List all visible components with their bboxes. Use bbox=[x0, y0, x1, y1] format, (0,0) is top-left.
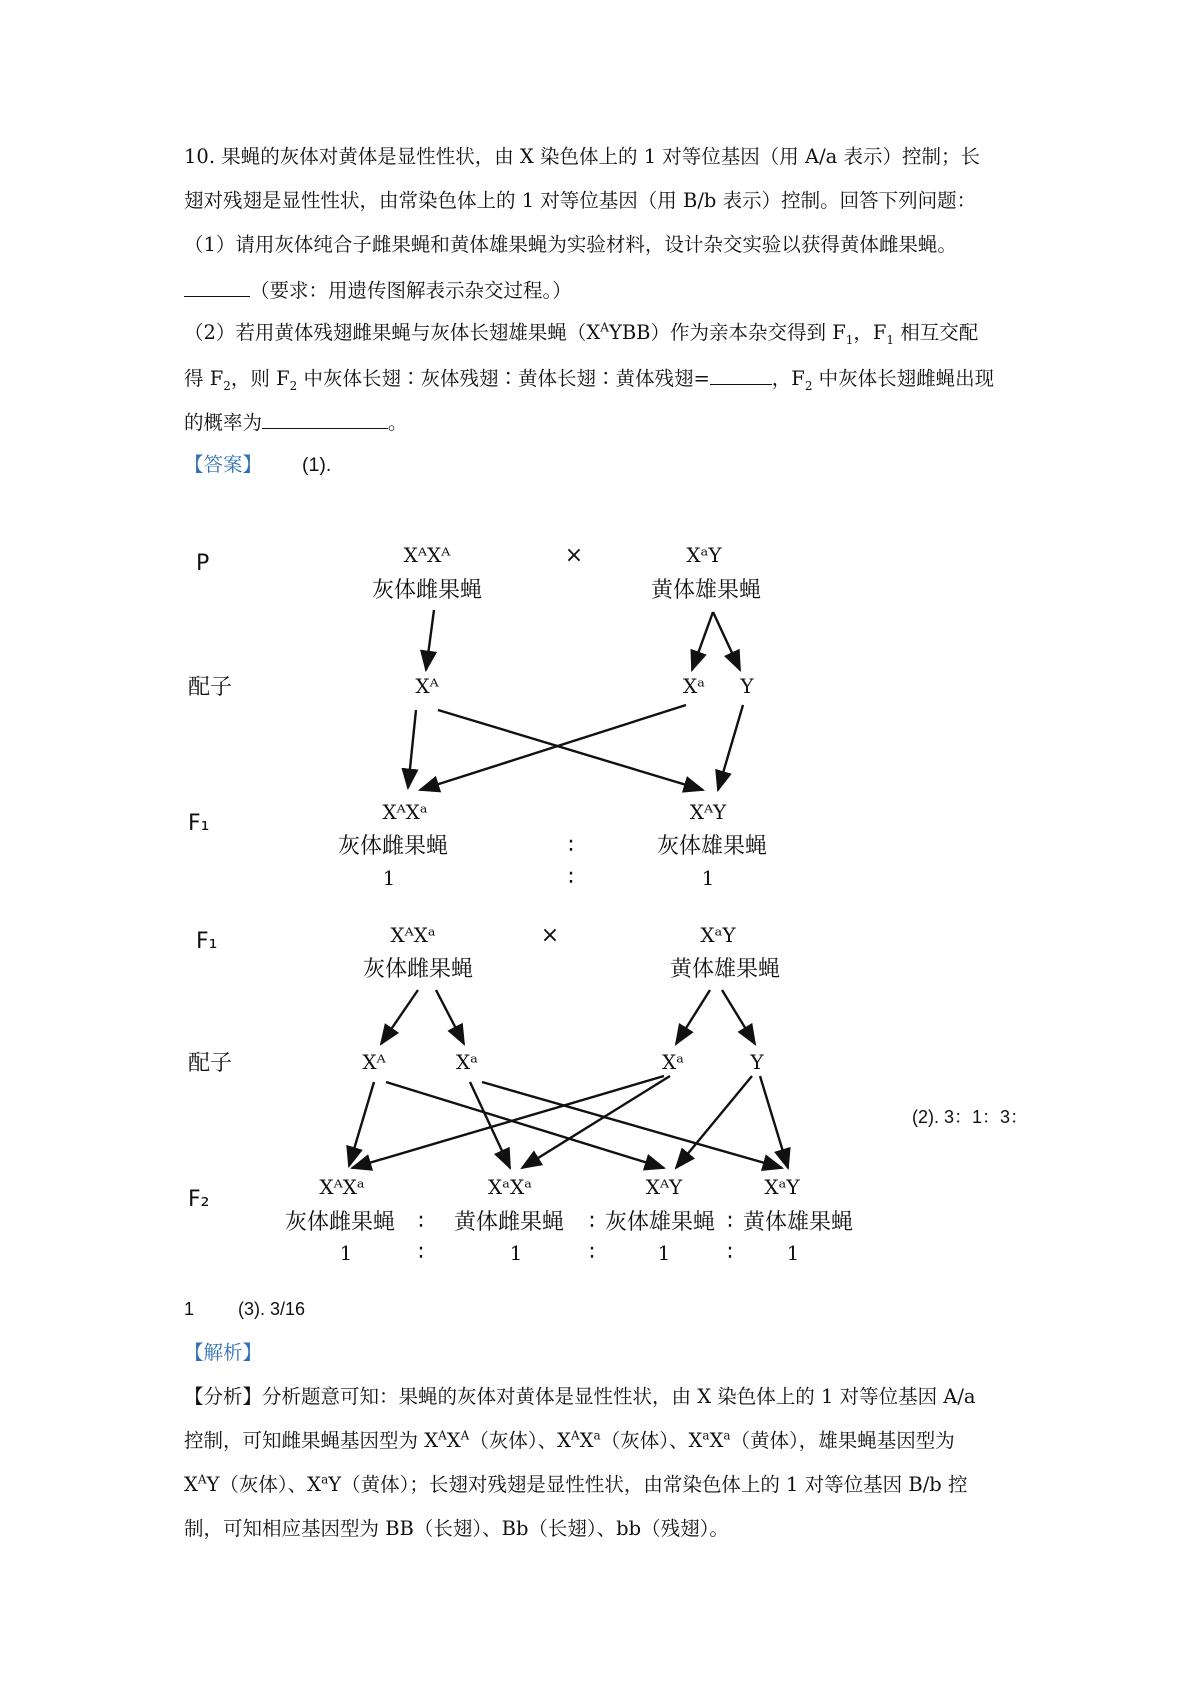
parent-male-label: 黄体雄果蝇 bbox=[669, 957, 781, 982]
offspring-2-ratio: 1 bbox=[701, 866, 715, 890]
sup: A bbox=[570, 1428, 580, 1443]
ratio-colon: ∶ bbox=[727, 1210, 733, 1235]
f2-offspring-1-genotype: XᴬXᵃ bbox=[319, 1175, 365, 1199]
cross-symbol: × bbox=[540, 923, 560, 948]
sub: 2 bbox=[289, 378, 298, 393]
question-number: 10. bbox=[184, 145, 216, 168]
sup: a bbox=[321, 1472, 329, 1487]
part2-text-k: 。 bbox=[388, 411, 408, 434]
offspring-2-label: 灰体雄果蝇 bbox=[656, 834, 768, 859]
gen-p-label: P bbox=[196, 551, 210, 576]
cross-symbol: × bbox=[564, 543, 584, 568]
sup: a bbox=[593, 1428, 601, 1443]
parent-female-label: 灰体雌果蝇 bbox=[371, 578, 483, 603]
parent-male-genotype: XᵃY bbox=[686, 543, 722, 567]
offspring-1-label: 灰体雌果蝇 bbox=[337, 834, 449, 859]
part2-text-i: 中灰体长翅雌蝇出现 bbox=[812, 367, 995, 390]
ratio-colon: ∶ bbox=[589, 1241, 595, 1266]
ratio-colon: ∶ bbox=[568, 834, 574, 859]
sup: a bbox=[723, 1428, 731, 1443]
part2-text-g: 中灰体长翅∶灰体残翅∶黄体长翅∶黄体残翅= bbox=[297, 367, 710, 390]
question-text-1: 果蝇的灰体对黄体是显性性状，由 X 染色体上的 1 对等位基因（用 A/a 表示）控制；长 bbox=[221, 145, 980, 168]
sup: A bbox=[197, 1472, 207, 1487]
f2-offspring-3-label: 灰体雄果蝇 bbox=[604, 1210, 716, 1235]
f2-offspring-2-label: 黄体雌果蝇 bbox=[453, 1210, 565, 1235]
offspring-1-genotype: XᴬXᵃ bbox=[382, 800, 428, 824]
parent-male-label: 黄体雄果蝇 bbox=[650, 578, 762, 603]
parent-male-genotype: XᵃY bbox=[700, 923, 736, 947]
analysis-text: （黄体），雄果蝇基因型为 bbox=[730, 1429, 955, 1452]
gamete-3: Xᵃ bbox=[662, 1050, 684, 1074]
sub: 2 bbox=[804, 378, 813, 393]
f2-offspring-2-genotype: XᵃXᵃ bbox=[488, 1175, 532, 1199]
part2-text-a: （2）若用黄体残翅雌果蝇与灰体长翅雄果蝇（X bbox=[184, 321, 601, 344]
answer-part-3: (3). 3/16 bbox=[238, 1299, 306, 1319]
part2-text-e: 得 F bbox=[184, 367, 224, 390]
analysis-text: （灰体）、X bbox=[600, 1429, 703, 1452]
part2-text-c: ，F bbox=[853, 321, 887, 344]
offspring-2-genotype: XᴬY bbox=[689, 800, 727, 824]
answer-part-2-cont: 1 bbox=[184, 1299, 195, 1319]
gamete-xa-lower: Xᵃ bbox=[683, 674, 705, 698]
analysis-text: （灰体）、X bbox=[469, 1429, 571, 1452]
gamete-xa-upper: Xᴬ bbox=[415, 674, 439, 698]
analysis-line-2 bbox=[184, 1428, 955, 1454]
ratio-colon: ∶ bbox=[568, 866, 574, 891]
gamete-y: Y bbox=[740, 674, 754, 698]
analysis-tag: 【解析】 bbox=[184, 1341, 263, 1364]
ratio-colon: ∶ bbox=[418, 1210, 424, 1235]
question-line-2: 翅对残翅是显性性状，由常染色体上的 1 对等位基因（用 B/b 表示）控制。回答下列问题： bbox=[184, 189, 977, 212]
gamete-row-label: 配子 bbox=[188, 1051, 233, 1076]
gen-f1-label: F₁ bbox=[188, 811, 210, 836]
analysis-text: 控制，可知雌果蝇基因型为 X bbox=[184, 1429, 439, 1452]
analysis-text: Y（黄体）；长翅对残翅是显性性状，由常染色体上的 1 对等位基因 B/b 控 bbox=[328, 1473, 968, 1496]
f2-ratio-1: 1 bbox=[339, 1241, 353, 1265]
part2-text-b: YBB）作为亲本杂交得到 F bbox=[608, 321, 846, 344]
f2-offspring-4-genotype: XᵃY bbox=[764, 1175, 800, 1199]
answer-part-2-cont-line bbox=[184, 1296, 305, 1322]
gamete-row-label: 配子 bbox=[188, 675, 233, 700]
parent-female-label: 灰体雌果蝇 bbox=[362, 957, 474, 982]
offspring-1-ratio: 1 bbox=[382, 866, 396, 890]
part1-requirement: （要求：用遗传图解表示杂交过程。） bbox=[250, 279, 572, 302]
answer-part-1: (1). bbox=[302, 454, 332, 476]
part1-line-1: （1）请用灰体纯合子雌果蝇和黄体雄果蝇为实验材料，设计杂交实验以获得黄体雌果蝇。 bbox=[184, 233, 957, 256]
part2-text-j: 的概率为 bbox=[184, 411, 263, 434]
answer-part-2: (2). 3：1：3： bbox=[912, 1107, 1029, 1127]
gamete-2: Xᵃ bbox=[456, 1050, 478, 1074]
parent-female-genotype: XᴬXᵃ bbox=[390, 923, 436, 947]
gen-f1-label: F₁ bbox=[196, 929, 218, 954]
analysis-text: X bbox=[446, 1429, 461, 1452]
parent-female-genotype: XᴬXᴬ bbox=[403, 543, 451, 567]
part2-text-f: ，则 F bbox=[230, 367, 290, 390]
part2-text-d: 相互交配 bbox=[894, 321, 979, 344]
gen-f2-label: F₂ bbox=[188, 1187, 210, 1212]
f2-ratio-2: 1 bbox=[509, 1241, 523, 1265]
f2-offspring-3-genotype: XᴬY bbox=[645, 1175, 683, 1199]
analysis-text: X bbox=[184, 1473, 198, 1496]
gamete-1: Xᴬ bbox=[362, 1050, 386, 1074]
analysis-line-1: 【分析】分析题意可知：果蝇的灰体对黄体是显性性状，由 X 染色体上的 1 对等位基因 A/a bbox=[184, 1385, 976, 1408]
sub: 1 bbox=[845, 332, 854, 347]
analysis-text: X bbox=[579, 1429, 594, 1452]
ratio-colon: ∶ bbox=[589, 1210, 595, 1235]
analysis-text: X bbox=[709, 1429, 724, 1452]
sup: A bbox=[460, 1428, 470, 1443]
part2-text-h: ，F bbox=[771, 367, 805, 390]
f2-offspring-1-label: 灰体雌果蝇 bbox=[284, 1210, 396, 1235]
sup: A bbox=[600, 320, 609, 335]
f2-ratio-4: 1 bbox=[786, 1241, 800, 1265]
gamete-4: Y bbox=[750, 1050, 764, 1074]
sub: 2 bbox=[223, 378, 231, 393]
f2-offspring-4-label: 黄体雄果蝇 bbox=[742, 1210, 854, 1235]
analysis-line-3 bbox=[184, 1472, 967, 1498]
sup: a bbox=[702, 1428, 710, 1443]
ratio-colon: ∶ bbox=[727, 1241, 733, 1266]
sub: 1 bbox=[886, 332, 895, 347]
sup: A bbox=[438, 1428, 447, 1443]
answer-tag: 【答案】 bbox=[184, 453, 263, 476]
analysis-text: Y（灰体）、X bbox=[206, 1473, 322, 1496]
f2-ratio-3: 1 bbox=[657, 1241, 671, 1265]
ratio-colon: ∶ bbox=[418, 1241, 424, 1266]
analysis-line-4: 制，可知相应基因型为 BB（长翅）、Bb（长翅）、bb（残翅）。 bbox=[184, 1517, 729, 1540]
